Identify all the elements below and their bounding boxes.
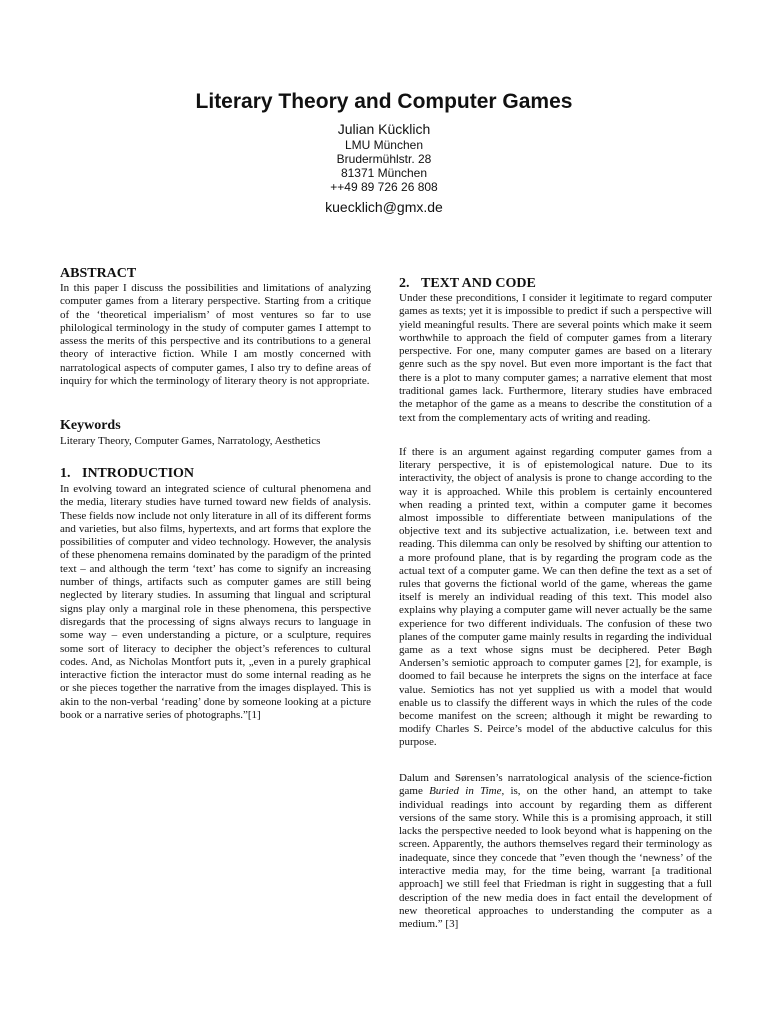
- text-and-code-paragraph-2: If there is an argument against regarding computer games from a literary perspective, it is of epistemological nature. Due to its interactivity, the object of analysis is prone to change according to the way it is approached. While this problem is certainly encountered when reading a printed text, within a computer game it becomes almost impossible to differentiate between manipulations of the objective text and its subjective actualization, i.e. between text and reading. This dilemma can only be resolved by shifting our attention to a more profound plane, that is by regarding the program code as the actual text of a computer game. We can then define the text as a set of rules that governs the fictional world of the game, whereas the game itself is merely an individual reading of this text. This model also explains why playing a computer game will never actually be the same experience for two different individuals. The confusion of these two planes of the computer game mainly results in regarding the individual game as a text whose signs must be deciphered. Peter Bøgh Andersen’s semiotic approach to computer games [2], for example, is doomed to fail because he interprets the signs on the interface at face value. Semiotics has not yet supplied us with a model that would enable us to classify the different ways in which the rules of the code become manifest on the screen; although it might be rewarding to modify Charles S. Peirce’s model of the abductive calculus for this purpose.: [399, 446, 712, 749]
- section-title: TEXT AND CODE: [421, 276, 536, 291]
- text-and-code-paragraph-1: Under these preconditions, I consider it legitimate to regard computer games as texts; yet it is impossible to predict if such a perspective will yield meaningful results. There are several points which make it seem worthwhile to approach the field of computer games from a literary perspective. For one, many computer games are based on a literary genre such as the spy novel. But even more important is the fact that there is a plot to many computer games; a narrative element that most traditional games lack. Furthermore, literary studies have embraced the metaphor of the game as a means to describe the constitution of a text from the complementary acts of writing and reading.: [399, 292, 712, 424]
- abstract-heading: ABSTRACT: [60, 266, 137, 281]
- author-affiliation: [0, 138, 768, 194]
- paper-title: Literary Theory and Computer Games: [195, 90, 573, 113]
- game-title: Buried in Time: [429, 785, 502, 798]
- section-number: 1.: [60, 466, 71, 481]
- text-and-code-paragraph-3: [399, 772, 712, 932]
- section-number: 2.: [399, 276, 410, 291]
- section-title: INTRODUCTION: [82, 466, 195, 481]
- paragraph-text: Dalum and Sørensen’s narratological analysis of the science-fiction game: [399, 772, 712, 798]
- keywords-text: Literary Theory, Computer Games, Narratology, Aesthetics: [60, 435, 321, 447]
- abstract-text: In this paper I discuss the possibilities and limitations of analyzing computer games from a literary perspective. Starting from a critique of the ‘theoretical imperialism’ of most ventures so far to use philological terminology in the study of computer games I attempt to assess the merits of this perspective and its contributions to a general theory of interactive fiction. While I am mostly concerned with narratological aspects of computer games, I also try to define areas of inquiry for which the terminology of literary theory is not appropriate.: [60, 282, 371, 388]
- author-name: Julian Kücklich: [337, 121, 431, 137]
- text-and-code-heading: [399, 276, 536, 292]
- affiliation-line: ++49 89 726 26 808: [330, 180, 438, 194]
- introduction-heading: [60, 466, 194, 482]
- affiliation-line: LMU München: [344, 138, 424, 152]
- affiliation-line: 81371 München: [340, 166, 428, 180]
- author-email: kuecklich@gmx.de: [325, 199, 443, 215]
- affiliation-line: Brudermühlstr. 28: [336, 152, 432, 166]
- keywords-heading: Keywords: [60, 418, 121, 433]
- introduction-text: In evolving toward an integrated science of cultural phenomena and the media, literary studies have turned toward new fields of analysis. These fields now include not only literature in all of its different forms and varieties, but also films, hypertexts, and art forms that explore the possibilities of computer and video technology. However, the analysis of these phenomena remains dominated by the paradigm of the printed text – and although the term ‘text’ has come to signify an increasing number of things, artifacts such as computer games are still being neglected by literary studies. In assuming that lingual and scriptural signs play only a marginal role in these phenomena, this perspective disregards that the processing of signs always recurs to language in some way – even understanding a picture, or a sculpture, requires some sort of literacy to decipher the object’s references to cultural codes. And, as Nicholas Montfort puts it, „even in a purely graphical interactive fiction the interactor must do some internal reading as he or she pieces together the narrative from the images displayed. This is akin to the non-verbal ‘reading’ done by someone looking at a picture book or a narrative series of photographs.”[1]: [60, 483, 371, 722]
- paragraph-text: , is, on the other hand, an attempt to take individual readings into account by regarding them as different versions of the same story. While this is a promising approach, it still lacks the perspective needed to look beyond what is happening on the screen. Apparently, the authors themselves regard their terminology as inadequate, since they concede that ”even though the ‘newness’ of the interactive media may, for the time being, warrant [a traditional approach] we still feel that Friedman is right in suggesting that a full description of the new media does in fact entail the development of new theoretical approaches to understanding the computer as a medium.” [3]: [399, 785, 712, 931]
